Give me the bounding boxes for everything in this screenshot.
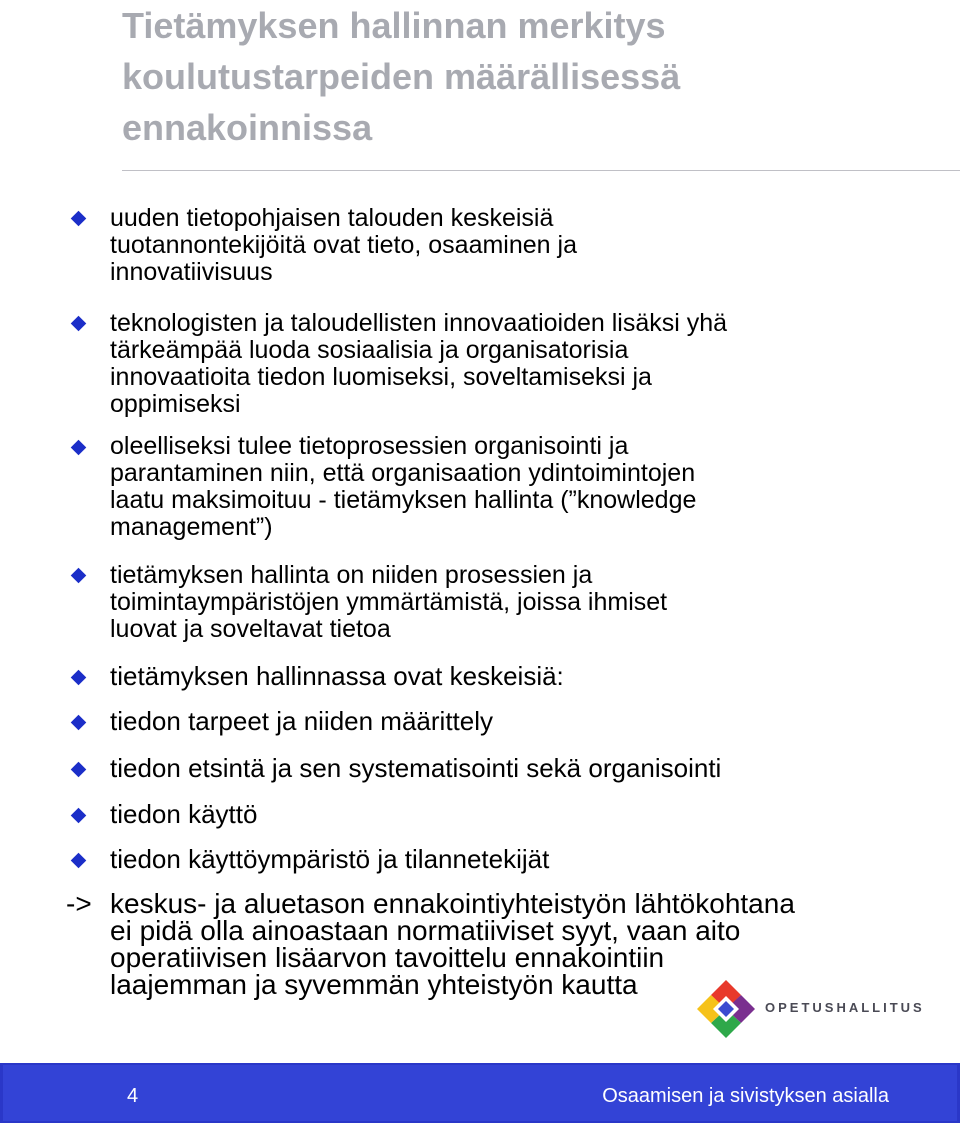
bullet-line: tärkeämpää luoda sosiaalisia ja organisatorisia [110,336,629,364]
bullet-line: oppimiseksi [110,390,241,418]
bullet-item [110,310,910,418]
bullet-line: oleelliseksi tulee tietoprosessien organisointi ja [110,432,629,460]
bullet-item: tiedon käyttö [110,799,258,829]
bullet-item: tiedon etsintä ja sen systematisointi sekä organisointi [110,753,722,783]
arrow-icon: -> [66,888,92,919]
bullet-item: tiedon käyttöympäristö ja tilannetekijät [110,844,550,874]
bullet-line: management”) [110,513,273,541]
logo-text: OPETUSHALLITUS [765,1000,925,1015]
bullet-item [110,562,910,643]
bullet-icon [71,670,87,686]
title-divider [122,170,960,171]
bullet-line: innovaatioita tiedon luomiseksi, soveltamiseksi ja [110,363,652,391]
bullet-line: tietämyksen hallinta on niiden prosessien ja [110,561,593,589]
page-number: 4 [127,1085,139,1107]
footer-bar [0,1063,960,1123]
bullet-icon [71,808,87,824]
conclusion-line: laajemman ja syvemmän yhteistyön kautta [110,969,638,1000]
bullet-icon [71,568,87,584]
bullet-icon [71,211,87,227]
bullet-line: luovat ja soveltavat tietoa [110,615,391,643]
bullet-line: parantaminen niin, että organisaation ydintoimintojen [110,459,696,487]
footer-inner [3,1065,957,1121]
bullet-item: tiedon tarpeet ja niiden määrittely [110,706,494,736]
bullet-line: uuden tietopohjaisen talouden keskeisiä [110,204,554,232]
bullet-line: tuotannontekijöitä ovat tieto, osaaminen ja [110,231,577,259]
bullet-item [110,433,910,541]
bullet-icon [71,316,87,332]
bullet-line: laatu maksimoituu - tietämyksen hallinta (”knowledge [110,486,697,514]
conclusion-line: operatiivisen lisäarvon tavoittelu ennakointiin [110,942,665,973]
opetushallitus-logo-icon [695,978,757,1040]
bullet-icon [71,762,87,778]
bullet-item: tietämyksen hallinnassa ovat keskeisiä: [110,661,564,691]
bullet-icon [71,715,87,731]
bullet-line: toimintaympäristöjen ymmärtämistä, joissa ihmiset [110,588,668,616]
conclusion-text [66,890,906,998]
bullet-icon [71,440,87,456]
slide-title: Tietämyksen hallinnan merkitys koulutustarpeiden määrällisessä ennakoinnissa [122,5,681,148]
conclusion-line: -> keskus- ja aluetason ennakointiyhteistyön lähtökohtana [66,888,795,919]
bullet-item [110,205,910,286]
conclusion-line: ei pidä olla ainoastaan normatiiviset syyt, vaan aito [110,915,741,946]
bullet-line: teknologisten ja taloudellisten innovaatioiden lisäksi yhä [110,309,728,337]
bullet-icon [71,853,87,869]
bullet-line: innovatiivisuus [110,258,273,286]
footer-slogan: Osaamisen ja sivistyksen asialla [602,1085,889,1107]
